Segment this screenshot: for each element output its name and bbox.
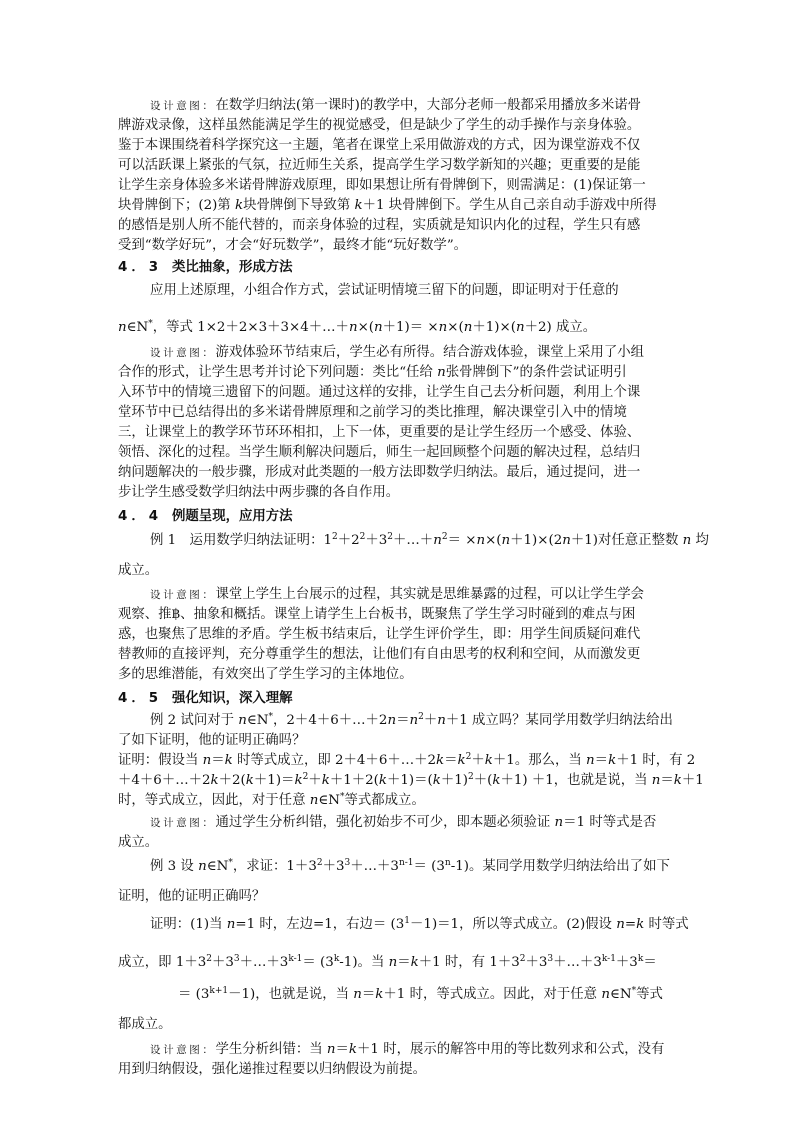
section-number: 4．4 [118,509,163,524]
math-variable: k [321,773,330,788]
math-variable: k [348,1042,358,1057]
math-variable: n [226,917,236,932]
math-variable: n [463,320,473,335]
text-run: ＋1) ＋1，也就是说，当 [500,773,652,788]
superscript: n-1 [398,858,414,868]
math-variable: k [234,198,244,213]
text-line [118,196,657,216]
text-line [118,953,657,973]
text-line [118,463,640,483]
text-run: 了如下证明，他的证明正确吗？ [118,733,306,748]
text-line [118,318,596,338]
superscript: 3 [233,954,240,964]
text-run: ＋1)×(2 [510,533,563,548]
text-run: 堂环节中已总结得出的多米诺骨牌原理和之前学习的类比推理，解决课堂引入中的情境 [118,405,627,420]
math-variable: n [238,713,247,728]
text-line [150,813,656,833]
math-variable: k [294,773,303,788]
design-intent-label: 设计意图： [150,1044,216,1056]
text-run: ＋2) 成立。 [524,320,597,335]
text-run: ＋1 成立吗？某同学用数学归纳法给出 [445,713,673,728]
text-line [118,383,640,403]
superscript: 1 [404,916,411,926]
text-run: 均 [691,533,709,548]
text-run: ＋3 [525,955,548,970]
superscript: 2 [331,532,338,542]
math-variable: k [375,987,384,1002]
text-run: ＝ (3 [413,859,445,874]
math-variable: n [374,320,383,335]
text-line [118,833,158,853]
text-run: ＋1 [681,773,704,788]
math-variable: n [409,713,419,728]
text-run: 纳问题解决的一般步骤，形成对此类题的一般方法即数学归纳法。最后，通过提问，进一 [118,465,641,480]
text-line [118,443,640,463]
superscript: 2 [468,772,474,782]
text-run: ∈N [609,987,632,1002]
text-run: ＋…＋3 [350,859,399,874]
text-run: ×( [447,320,464,335]
text-line [118,176,646,196]
text-run: 受到“数学好玩”，才会“好玩数学”，最终才能“玩好数学”。 [118,238,468,253]
math-variable: n [387,713,397,728]
text-run: ＋3 [211,955,234,970]
math-variable: n [476,533,486,548]
superscript: * [631,986,637,996]
design-intent-label: 设计意图： [150,817,216,829]
text-line [118,791,425,811]
superscript: 3 [344,858,351,868]
text-run: 例 2 试问对于 [150,713,239,728]
text-run: 等式都成立。 [344,793,425,808]
text-line [150,585,644,605]
text-run: ∈N [318,793,340,808]
text-run: ×( [357,320,375,335]
text-run: -1)。某同学用数学归纳法给出了如下 [450,859,670,874]
text-line [118,731,305,751]
text-line [150,857,670,877]
text-line [118,116,640,136]
text-run: ＝ (3 [302,955,334,970]
text-run: 三，让课堂上的教学环节环环相扣，上下一体，更重要的是让学生经历一个感受、体验、 [118,425,641,440]
text-run: 课堂上学生上台展示的过程，其实就是思维暴露的过程，可以让学生学会 [215,587,644,602]
superscript: 2 [465,752,472,762]
text-run: 块骨牌倒下；(2)第 [118,198,235,213]
text-run: ＋1 时，有 2 [616,753,696,768]
text-run: 时等式成立，即 2＋4＋6＋…＋2 [232,753,437,768]
math-variable: n [348,320,358,335]
section-heading [118,258,293,278]
superscript: k-1 [288,954,303,964]
text-line [150,915,689,935]
text-run: ＝ [396,713,410,728]
math-variable: n [309,793,319,808]
text-run: 证明，他的证明正确吗？ [118,889,266,904]
text-run: 例 1 运用数学归纳法证明：1 [150,533,332,548]
math-variable: n [433,533,442,548]
section-heading [118,689,293,709]
text-line [118,887,265,907]
text-run: ＋3 [322,859,345,874]
text-run: ＋1。那么，当 [492,753,587,768]
text-line [118,216,640,236]
text-run: 让学生亲身体验多米诺骨牌游戏原理，即如果想让所有骨牌倒下，则需满足：(1)保证第一 [118,178,646,193]
text-line [118,483,399,503]
text-run: 观察、推฿、抽象和概括。课堂上请学生上台板书，既聚焦了学生学习时碰到的难点与困 [118,607,636,622]
text-run: ＝ [660,773,674,788]
design-intent-label: 设计意图： [150,100,216,112]
text-line [118,625,640,645]
text-run: ＋1)＝ [253,773,295,788]
text-run: ＋1＋2( [329,773,379,788]
text-run: 时等式 [644,917,689,932]
math-variable: k [224,753,233,768]
text-run: ∈N [246,713,269,728]
text-line [118,423,640,443]
math-variable: n [515,320,525,335]
text-run: ＋1)×( [472,320,516,335]
math-variable: n [353,987,362,1002]
text-line [118,751,695,771]
text-run: －1)，也就是说，当 [228,987,354,1002]
superscript: 2 [519,954,526,964]
math-variable: n [554,815,564,830]
text-run: 步让学生感受数学归纳法中两步骤的各自作用。 [118,485,400,500]
math-variable: n [118,320,127,335]
text-run: ∈N [126,320,149,335]
text-line [150,1040,664,1060]
text-line [150,531,709,551]
text-run: ＋1 块骨牌倒下。学生从自己亲自动手游戏中所得 [362,198,657,213]
text-run: ＋2 [337,533,360,548]
math-variable: k [608,753,617,768]
text-run: 多的思维潜能，有效突出了学生学习的主体地位。 [118,667,413,682]
text-run: ＋4＋6＋…＋2 [118,773,211,788]
superscript: 2 [302,772,309,782]
math-variable: n [562,533,571,548]
superscript: 2 [359,532,366,542]
math-variable: k [436,753,445,768]
math-variable: k [410,955,419,970]
text-run: 惑，也聚焦了思维的矛盾。学生板书结束后，让学生评价学生，即：用学生间质疑问难代 [118,627,641,642]
text-run: ＋ [308,773,322,788]
text-run: 例 3 设 [150,859,199,874]
text-run: －1)＝1，所以等式成立。(2)假设 [410,917,617,932]
text-run: 用到归纳假设，强化递推过程要以归纳假设为前提。 [118,1062,426,1077]
text-run: ＋…＋ [393,533,434,548]
text-line [178,985,663,1005]
text-run: 在数学归纳法(第一课时)的教学中，大部分老师一般都采用播放多米诺骨 [215,98,642,113]
math-variable: n [586,753,595,768]
text-run: ＋1)＝( [386,773,433,788]
math-variable: n [326,1042,336,1057]
text-run: 游戏体验环节结束后，学生必有所得。结合游戏体验，课堂上采用了小组 [215,345,644,360]
text-line [118,403,627,423]
text-run: ＋…＋3 [553,955,602,970]
math-variable: k [245,773,254,788]
text-run: 张骨牌倒下”的条件尝试证明引 [445,365,627,380]
text-line [118,561,158,581]
text-run: ＋1) [440,773,468,788]
superscript: * [228,858,233,868]
section-title: 类比抽象，形成方法 [172,260,293,275]
math-variable: n [601,987,610,1002]
section-title: 例题呈现，应用方法 [172,509,293,524]
text-run: 鉴于本课围绕着科学探究这一主题，笔者在课堂上采用做游戏的方式，因为课堂游戏不仅 [118,138,641,153]
text-line [118,1060,426,1080]
text-run: =1 时，左边=1，右边＝ (3 [235,917,405,932]
superscript: k [333,954,340,964]
math-variable: n [501,533,511,548]
text-line [150,96,641,116]
text-run: ＝ [211,753,225,768]
text-run: ＝ [335,1042,349,1057]
superscript: 2 [441,532,448,542]
superscript: 3 [547,954,554,964]
math-variable: k [673,773,682,788]
text-run: ＋…＋3 [239,955,289,970]
text-run: ＋ [471,753,485,768]
math-variable: k [210,773,219,788]
text-line [150,281,619,301]
text-run: ＝ × [447,533,477,548]
text-line [118,605,635,625]
text-run: ＝1 时等式是否 [563,815,657,830]
text-run: ＝ [444,753,458,768]
text-run: 入环节中的情境三遗留下的问题。通过这样的安排，让学生自己去分析问题，利用上个课 [118,385,641,400]
text-run: ，求证：1＋3 [232,859,317,874]
text-run: ＋3 [365,533,388,548]
text-run: 证明：假设当 [118,753,203,768]
math-variable: k [636,917,645,932]
text-run: ＝ [643,955,657,970]
text-run: ＝ (3 [178,987,210,1002]
text-run: 成立。 [118,563,159,578]
superscript: k+1 [209,986,229,996]
math-variable: k [354,198,363,213]
superscript: k [637,954,644,964]
math-variable: n [438,320,448,335]
design-intent-label: 设计意图： [150,347,216,359]
math-variable: n [437,365,446,380]
math-variable: k [457,753,466,768]
math-variable: n [651,773,661,788]
math-variable: n [682,533,692,548]
superscript: * [268,712,274,722]
superscript: n [444,858,451,868]
text-run: ×( [485,533,502,548]
text-line [150,343,644,363]
text-run: 都成立。 [118,1017,172,1032]
text-run: 通过学生分析纠错，强化初始步不可少，即本题必须验证 [215,815,555,830]
text-run: ＋1 时，有 1＋3 [418,955,520,970]
text-line [118,136,640,156]
text-run: 成立。 [118,835,159,850]
text-run: ，等式 1×2＋2×3＋3×4＋…＋ [152,320,349,335]
math-variable: k [484,753,493,768]
text-line [150,711,673,731]
math-variable: n [388,955,398,970]
text-run: 证明：(1)当 [150,917,227,932]
superscript: 2 [418,712,424,722]
text-run: -1)。当 [339,955,389,970]
text-run: 的感悟是别人所不能代替的，而亲身体验的过程，实质就是知识内化的过程，学生只有感 [118,218,641,233]
text-run: 成立，即 1＋3 [118,955,207,970]
text-run: 领悟、深化的过程。当学生顺利解决问题后，师生一起回顾整个问题的解决过程，总结归 [118,445,641,460]
text-run: ＝ [361,987,376,1002]
math-variable: n [616,917,625,932]
text-line [118,236,467,256]
text-run: ＋3 [615,955,638,970]
text-run: ＋( [473,773,493,788]
math-variable: k [492,773,501,788]
math-variable: k [432,773,441,788]
text-run: 学生分析纠错：当 [215,1042,327,1057]
text-run: ＝ [594,753,609,768]
text-line [118,645,640,665]
text-run: 替教师的直接评判，充分尊重学生的想法，让他们有自由思考的权利和空间，从而激发更 [118,647,641,662]
text-run: ＋ [423,713,438,728]
text-line [118,665,413,685]
section-heading [118,507,293,527]
math-variable: n [202,753,212,768]
text-run: ∈N [206,859,229,874]
text-line [118,771,704,791]
superscript: 2 [316,858,323,868]
section-title: 强化知识，深入理解 [172,691,293,706]
text-line [118,363,627,383]
text-run: = [624,917,637,932]
text-run: ＋1 时，展示的解答中用的等比数列求和公式，没有 [357,1042,665,1057]
superscript: * [340,792,345,802]
text-run: ＋2( [218,773,246,788]
math-variable: k [378,773,387,788]
text-line [118,1015,172,1035]
text-run: ＋1 时，等式成立。因此，对于任意 [383,987,602,1002]
section-number: 4．5 [118,691,163,706]
text-run: ，2＋4＋6＋…＋2 [273,713,388,728]
text-line [118,156,640,176]
text-run: ＝ [397,955,411,970]
math-variable: n [198,859,207,874]
text-run: 可以活跃课上紧张的气氛，拉近师生关系，提高学生学习数学新知的兴趣；更重要的是能 [118,158,641,173]
text-run: 牌游戏录像，这样虽然能满足学生的视觉感受，但是缺少了学生的动手操作与亲身体验。 [118,118,641,133]
section-number: 4．3 [118,260,163,275]
text-run: ＋1)＝ × [382,320,439,335]
text-run: 合作的形式，让学生思考并讨论下列问题：类比“任给 [118,365,438,380]
superscript: 2 [387,532,394,542]
superscript: k-1 [601,954,616,964]
math-variable: n [437,713,446,728]
text-run: ＋1)对任意正整数 [570,533,683,548]
text-run: 时，等式成立，因此，对于任意 [118,793,310,808]
text-run: 块骨牌倒下导致第 [243,198,355,213]
superscript: 2 [206,954,212,964]
text-run: 等式 [636,987,663,1002]
text-run: 应用上述原理，小组合作方式，尝试证明情境三留下的问题，即证明对于任意的 [150,283,619,298]
design-intent-label: 设计意图： [150,589,216,601]
superscript: * [148,319,153,329]
